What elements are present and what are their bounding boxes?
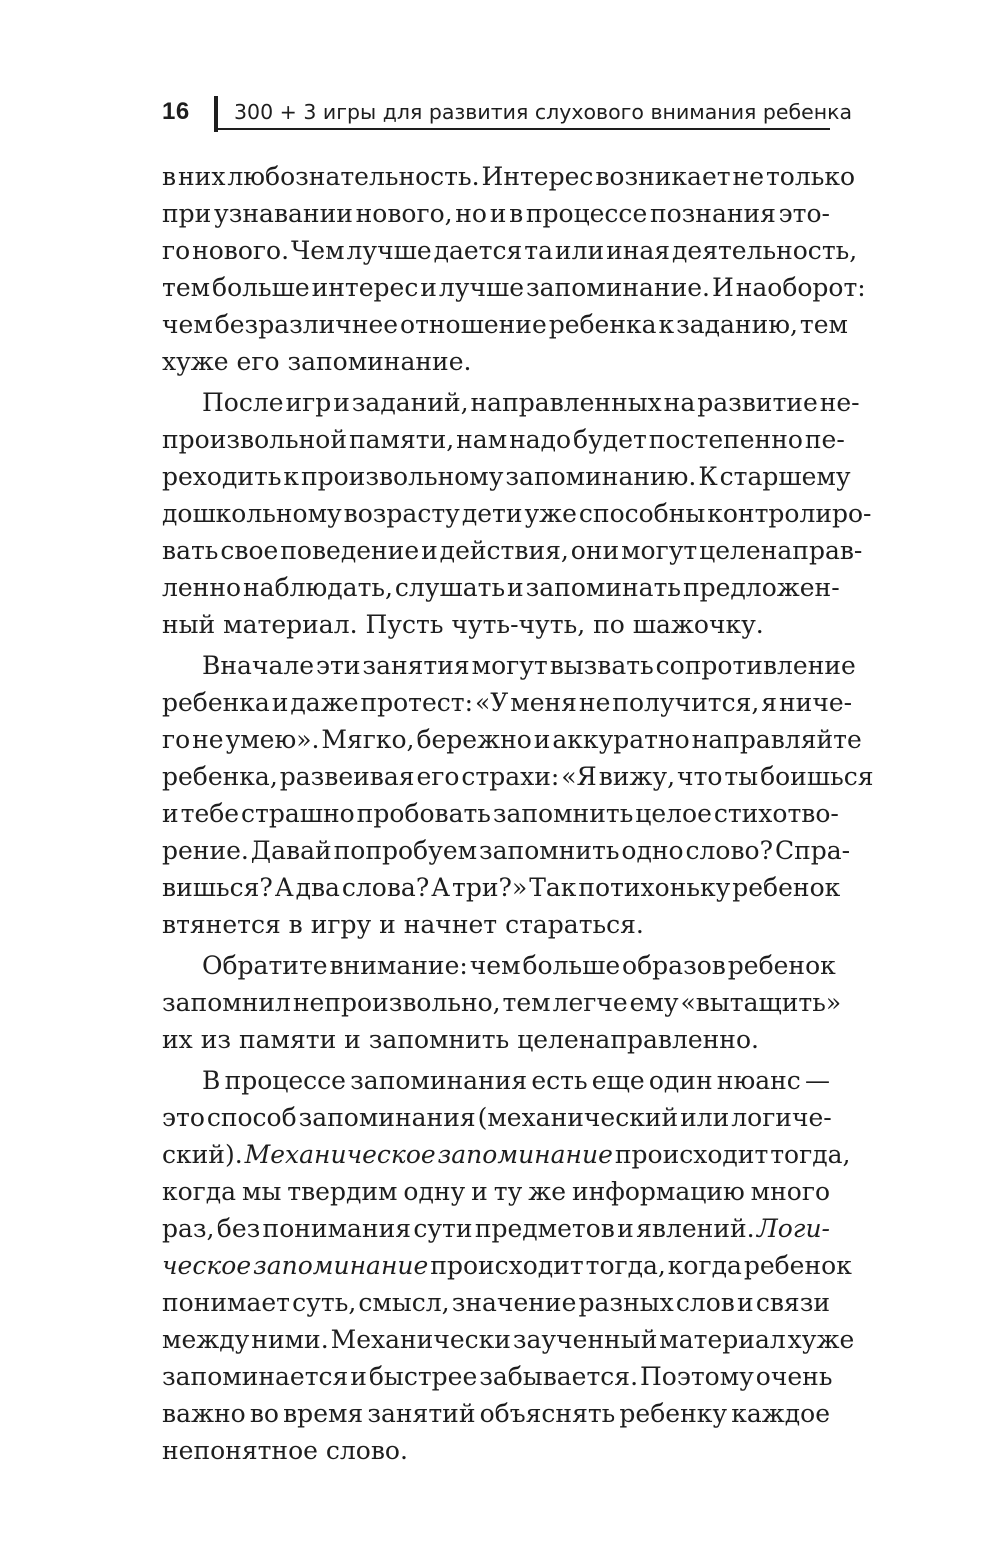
text-line: важно во время занятий объяснять ребенку каждое [162, 1399, 830, 1428]
paragraph-2 [162, 384, 872, 643]
header-rule [216, 128, 830, 130]
paragraph-3 [162, 647, 874, 943]
paragraph-4 [162, 947, 842, 1058]
text-line: После игр и заданий, направленных на развитие не- [202, 388, 860, 417]
text-line: чем безразличнее отношение ребенка к заданию, тем [162, 310, 848, 339]
text-run: ский). [162, 1140, 245, 1169]
text-line: втянется в игру и начнет стараться. [162, 910, 644, 939]
italic-term: Механическое запоминание [244, 1140, 613, 1169]
text-line: ленно наблюдать, слушать и запоминать предложен- [162, 573, 840, 602]
text-line: между ними. Механически заученный материал хуже [162, 1325, 855, 1354]
italic-term: ческое запоминание [162, 1251, 429, 1280]
text-line: вать свое поведение и действия, они могут целенаправ- [162, 536, 863, 565]
page-number: 16 [162, 98, 190, 125]
text-line: когда мы твердим одну и ту же информацию много [162, 1177, 830, 1206]
text-run: раз, без понимания сути предметов и явлений. [162, 1214, 757, 1243]
text-line: при узнавании нового, но и в процессе познания это- [162, 199, 830, 228]
text-line: произвольной памяти, нам надо будет постепенно пе- [162, 425, 845, 454]
text-line: рение. Давай попробуем запомнить одно слово? Спра- [162, 836, 851, 865]
text-line: го не умею». Мягко, бережно и аккуратно направляйте [162, 725, 862, 754]
text-line: В процессе запоминания есть еще один нюанс — [202, 1066, 830, 1095]
text-line: го нового. Чем лучше дается та или иная деятельность, [162, 236, 858, 265]
text-line [162, 1136, 851, 1173]
text-line: запомнил непроизвольно, тем легче ему «вытащить» [162, 988, 842, 1017]
text-line [162, 1210, 830, 1247]
running-header [162, 96, 853, 136]
text-line: в них любознательность. Интерес возникает не только [162, 162, 855, 191]
text-line: и тебе страшно пробовать запомнить целое стихотво- [162, 799, 839, 828]
text-line: Вначале эти занятия могут вызвать сопротивление [202, 651, 856, 680]
text-line: ный материал. Пусть чуть-чуть, по шажочку. [162, 610, 764, 639]
text-line [162, 1247, 852, 1284]
running-title: 300 + 3 игры для развития слухового внимания ребенка [234, 100, 853, 124]
text-line: тем больше интерес и лучше запоминание. И наоборот: [162, 273, 866, 302]
text-line: запоминается и быстрее забывается. Поэтому очень [162, 1362, 833, 1391]
text-line: ребенка и даже протест: «У меня не получится, я ниче- [162, 688, 853, 717]
text-line: хуже его запоминание. [162, 347, 472, 376]
paragraph-1 [162, 158, 866, 380]
italic-term: Логи- [756, 1214, 830, 1243]
text-line: реходить к произвольному запоминанию. К старшему [162, 462, 851, 491]
text-line: Обратите внимание: чем больше образов ребенок [202, 951, 836, 980]
text-line: вишься? А два слова? А три?» Так потихоньку ребенок [162, 873, 841, 902]
text-line: непонятное слово. [162, 1436, 408, 1465]
text-line: дошкольному возрасту дети уже способны контролиро- [162, 499, 872, 528]
body-text [162, 158, 874, 1469]
text-run: происходит тогда, когда ребенок [428, 1251, 852, 1280]
text-line: их из памяти и запомнить целенаправленно. [162, 1025, 759, 1054]
text-run: происходит тогда, [612, 1140, 851, 1169]
header-divider-bar [214, 96, 218, 132]
paragraph-5 [162, 1062, 855, 1469]
text-line: это способ запоминания (механический или логиче- [162, 1103, 832, 1132]
text-line: ребенка, развеивая его страхи: «Я вижу, что ты боишься [162, 762, 874, 791]
text-line: понимает суть, смысл, значение разных слов и связи [162, 1288, 830, 1317]
